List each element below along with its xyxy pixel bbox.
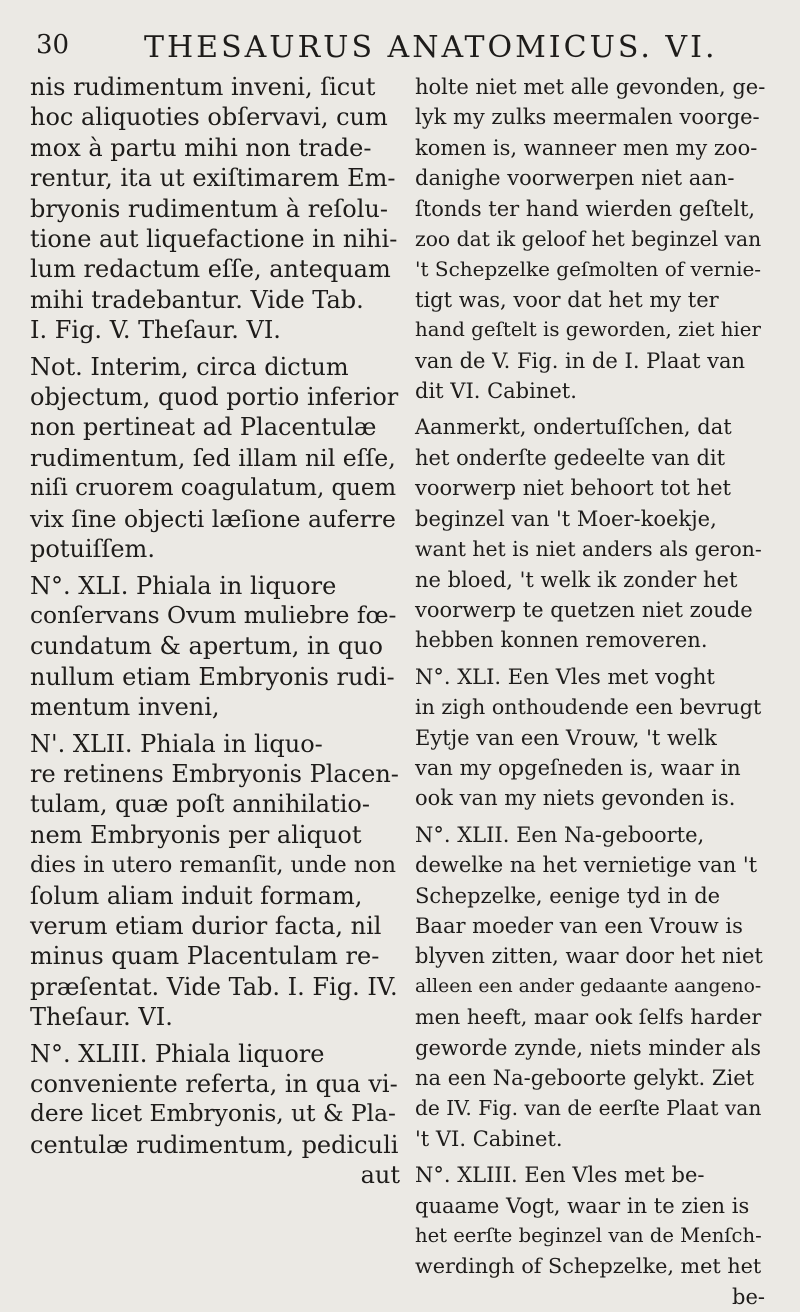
text-line: lum redactum eſſe, antequam bbox=[30, 255, 391, 284]
text-line: hebben konnen removeren. bbox=[415, 628, 708, 653]
text-line: ſolum aliam induit formam, bbox=[30, 881, 363, 910]
text-line: lyk my zulks meermalen voorge- bbox=[415, 105, 760, 130]
page-number: 30 bbox=[36, 30, 70, 60]
text-line: men heeft, maar ook ſelfs harder bbox=[415, 1005, 762, 1030]
text-line: alleen een ander gedaante aangeno- bbox=[415, 975, 762, 997]
text-line: rentur, ita ut exiſtimarem Em- bbox=[30, 164, 396, 193]
text-line: Not. Interim, circa dictum bbox=[30, 352, 349, 381]
text-line: dewelke na het vernietige van 't bbox=[415, 853, 758, 878]
text-line: bryonis rudimentum à reſolu- bbox=[30, 194, 388, 223]
text-line: voorwerp te quetzen niet zoude bbox=[415, 597, 753, 622]
text-line: beginzel van 't Moer-koekje, bbox=[415, 506, 717, 531]
text-line: nis rudimentum inveni, ſicut bbox=[30, 73, 376, 101]
text-line: het onderſte gedeelte van dit bbox=[415, 445, 726, 470]
text-line: I. Fig. V. Theſaur. VI. bbox=[30, 316, 281, 345]
text-line: re retinens Embryonis Placen- bbox=[30, 759, 399, 788]
catchword: be- bbox=[732, 1284, 765, 1309]
running-header bbox=[36, 30, 776, 70]
text-line: non pertineat ad Placentulæ bbox=[30, 413, 377, 442]
text-line: objectum, quod portio inferior bbox=[30, 383, 399, 412]
text-line: N°. XLII. Een Na-geboorte, bbox=[415, 822, 705, 847]
text-line: potuiſſem. bbox=[30, 535, 155, 564]
paragraph bbox=[415, 72, 765, 406]
text-line: niſi cruorem coagulatum, quem bbox=[30, 475, 397, 502]
text-line: N°. XLIII. Phiala liquore bbox=[30, 1039, 325, 1068]
text-line: ne bloed, 't welk ik zonder het bbox=[415, 567, 738, 592]
text-line: præſentat. Vide Tab. I. Fig. IV. bbox=[30, 972, 398, 1001]
text-line: Baar moeder van een Vrouw is bbox=[415, 913, 743, 938]
text-line: de IV. Fig. van de eerſte Plaat van bbox=[415, 1096, 762, 1121]
paragraph bbox=[415, 662, 765, 814]
text-line: verum etiam durior facta, nil bbox=[30, 911, 382, 940]
text-line: rudimentum, ſed illam nil eſſe, bbox=[30, 443, 396, 472]
text-line: hand geſtelt is geworden, ziet hier bbox=[415, 318, 761, 342]
paragraph bbox=[30, 729, 400, 1033]
dutch-column bbox=[415, 72, 765, 1312]
text-line: 't VI. Cabinet. bbox=[415, 1126, 563, 1151]
text-line: vix ſine objecti læſione auferre bbox=[30, 504, 396, 533]
text-line: 't Schepzelke geſmolten of vernie- bbox=[415, 257, 762, 282]
text-line: mentum inveni, bbox=[30, 693, 220, 722]
text-line: voorwerp niet behoort tot het bbox=[415, 476, 731, 501]
text-line: N°. XLI. Een Vles met voght bbox=[415, 664, 715, 689]
latin-column bbox=[30, 72, 400, 1190]
text-line: conſervans Ovum muliebre fœ- bbox=[30, 601, 397, 629]
paragraph bbox=[415, 1160, 765, 1282]
text-line: hoc aliquoties obſervavi, cum bbox=[30, 103, 388, 132]
text-line: N°. XLI. Phiala in liquore bbox=[30, 571, 337, 600]
paragraph bbox=[30, 352, 400, 565]
text-line: van my opgeſneden is, waar in bbox=[415, 755, 741, 780]
text-line: conveniente referta, in qua vi- bbox=[30, 1070, 398, 1098]
text-line: van de V. Fig. in de I. Plaat van bbox=[415, 348, 746, 373]
text-line: tione aut liquefactione in nihi- bbox=[30, 225, 398, 254]
text-line: komen is, wanneer men my zoo- bbox=[415, 135, 758, 160]
paragraph bbox=[30, 72, 400, 346]
text-line: N°. XLIII. Een Vles met be- bbox=[415, 1163, 705, 1188]
text-line: blyven zitten, waar door het niet bbox=[415, 944, 763, 969]
text-line: centulæ rudimentum, pediculi bbox=[30, 1130, 399, 1159]
text-line: holte niet met alle gevonden, ge- bbox=[415, 75, 766, 99]
text-line: na een Na-geboorte gelykt. Ziet bbox=[415, 1066, 755, 1090]
text-line: dit VI. Cabinet. bbox=[415, 379, 577, 404]
text-line: zoo dat ik geloof het beginzel van bbox=[415, 227, 762, 252]
text-line: N'. XLII. Phiala in liquo- bbox=[30, 729, 323, 758]
text-line: ſtonds ter hand wierden geſtelt, bbox=[415, 196, 756, 221]
paragraph bbox=[415, 820, 765, 1154]
text-line: tulam, quæ poſt annihilatio- bbox=[30, 790, 370, 819]
text-line: Eytje van een Vrouw, 't welk bbox=[415, 725, 717, 750]
text-line: nullum etiam Embryonis rudi- bbox=[30, 662, 395, 691]
text-line: ook van my niets gevonden is. bbox=[415, 786, 736, 811]
text-line: werdingh of Schepzelke, met het bbox=[415, 1254, 762, 1279]
text-line: quaame Vogt, waar in te zien is bbox=[415, 1193, 750, 1218]
text-line: Aanmerkt, ondertuſſchen, dat bbox=[415, 415, 732, 440]
text-line: het eerſte beginzel van de Menſch- bbox=[415, 1224, 762, 1248]
paragraph bbox=[415, 412, 765, 655]
catchword: aut bbox=[360, 1161, 400, 1190]
text-line: dere licet Embryonis, ut & Pla- bbox=[30, 1100, 396, 1128]
text-line: Theſaur. VI. bbox=[30, 1003, 173, 1032]
text-line: in zigh onthoudende een bevrugt bbox=[415, 695, 762, 720]
text-line: tigt was, voor dat het my ter bbox=[415, 287, 719, 312]
text-line: cundatum & apertum, in quo bbox=[30, 632, 384, 661]
text-line: danighe voorwerpen niet aan- bbox=[415, 166, 735, 191]
paragraph bbox=[30, 571, 400, 723]
text-line: nem Embryonis per aliquot bbox=[30, 820, 362, 849]
paragraph bbox=[30, 1039, 400, 1161]
text-line: want het is niet anders als geron- bbox=[415, 537, 762, 562]
running-title: THESAURUS ANATOMICUS. VI. bbox=[144, 30, 718, 65]
text-line: mihi tradebantur. Vide Tab. bbox=[30, 285, 364, 314]
text-line: mox à partu mihi non trade- bbox=[30, 133, 372, 162]
text-line: minus quam Placentulam re- bbox=[30, 942, 380, 971]
text-line: Schepzelke, eenige tyd in de bbox=[415, 883, 721, 908]
text-line: dies in utero remanſit, unde non bbox=[30, 852, 396, 879]
text-line: geworde zynde, niets minder als bbox=[415, 1035, 762, 1060]
